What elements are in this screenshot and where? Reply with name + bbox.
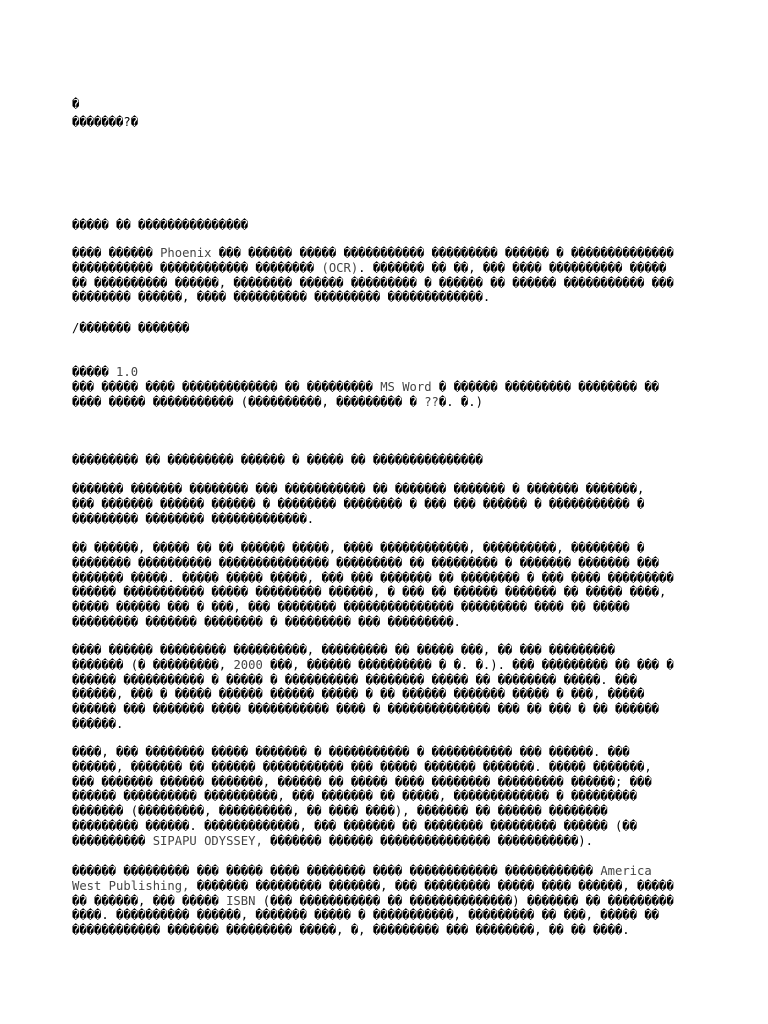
glyph-run: � ������ ��������� �������� ��	[431, 379, 660, 394]
text-line	[72, 775, 702, 790]
glyph-run: �������� ���������� ��������������� ��������� �� ��������� � ������� ������� ���	[72, 555, 659, 570]
latin-fragment: ISBN	[226, 893, 256, 908]
text-line	[72, 276, 702, 291]
text-line	[72, 717, 702, 732]
glyph-run: ������ ��������� ��� ����� ���� �������� ���� ������������ ������������	[72, 864, 601, 878]
latin-fragment: 2000	[233, 657, 263, 672]
slash-heading: /������� �������	[72, 321, 190, 335]
glyph-run: (��� ����������� �� ��������������) ������� �� ���������	[255, 893, 674, 908]
paragraph-2	[72, 541, 702, 630]
glyph-run: ������ ���������� ����������, ��� ������� �� �����, ������������� � ���������	[72, 789, 637, 804]
text-line	[72, 760, 702, 775]
glyph-run: ����, ��� �������� ����� ������� � ����������� � ����������� ��� ������. ���	[72, 745, 630, 759]
latin-fragment: (OCR)	[321, 260, 359, 275]
glyph-run: ������, ������� �� ������ ����������� ��� ����� ������� �������. ����� �������,	[72, 759, 652, 774]
glyph-run: ���� ������ ��������� ����������, ��������� �� ����� ���, �� ��� ���������	[72, 643, 615, 657]
glyph-run: ��������� �������� �������������.	[72, 511, 315, 526]
glyph-run: ��� ������ ����� ����������� ��������� ������ � ��������������	[211, 246, 674, 260]
text-line	[72, 804, 702, 819]
text-line	[72, 658, 702, 673]
glyph-run: �� ������, ��� �����	[72, 893, 227, 908]
latin-fragment: 1.0	[116, 365, 139, 379]
text-line	[72, 482, 702, 497]
glyph-run: ������.	[72, 716, 124, 731]
text-line	[72, 380, 702, 395]
text-line	[72, 745, 702, 760]
glyph-run: ���� ������	[72, 246, 161, 260]
text-line	[72, 894, 702, 909]
glyph-run: ��������� ������. �������������, ��� ������� �� �������� ��������� ������ (��	[72, 818, 637, 833]
text-line	[72, 365, 702, 380]
text-line	[72, 879, 702, 894]
glyph-run: ������, ��� � ����� ������ ������ ����� � �� ������ ������� ����� � ���, �����	[72, 687, 645, 702]
text-line	[72, 585, 702, 600]
text-line	[72, 615, 702, 630]
text-line	[72, 395, 702, 410]
subtitle-heading: ��������� �� ��������� ������ � ����� �� ���������������	[72, 453, 483, 467]
text-line	[72, 556, 702, 571]
glyph-run: ��������� ������� �������� � ��������� ��� ���������.	[72, 614, 461, 629]
glyph-run: ������ ����������� ����� ��������� ������, � ��� �� ������ ������� �� ����� ����,	[72, 585, 667, 600]
glyph-run: ������� ������ ��������������� �����������).	[262, 833, 593, 848]
text-line	[72, 673, 702, 688]
text-line	[72, 923, 702, 938]
text-line	[72, 908, 702, 923]
text-line	[72, 541, 702, 556]
paragraph-1	[72, 482, 702, 526]
text-line	[72, 834, 702, 849]
glyph-run: ������� ������� �������� ��� ����������� �� ������� ������� � ������� �������,	[72, 482, 645, 496]
glyph-run: ����� ������ ��� � ���, ��� �������� ��������������� ��������� ���� �� �����	[72, 600, 630, 615]
intro-paragraph	[72, 246, 702, 305]
text-line	[72, 497, 702, 512]
header-glyph: �	[72, 97, 80, 111]
glyph-run: ���� ����� ����������� (����������, ��������� �	[72, 394, 425, 409]
glyph-run: �� ������, ����� �� �� ������ �����, ���� ������������, ����������, �������� �	[72, 541, 645, 555]
glyph-run: �. �.)	[438, 394, 483, 409]
text-line	[72, 571, 702, 586]
latin-fragment: SIPAPU ODYSSEY,	[152, 833, 263, 848]
text-line	[72, 600, 702, 615]
glyph-run: ��� ������� ������ �������, ������ �� ����� ���� �������� ��������� ������; ���	[72, 774, 652, 789]
glyph-run: ������� �����. ����� ����� �����, ��� ��� ������� �� �������� � ��� ���� ���������	[72, 570, 674, 585]
glyph-run: ������ ��� ������� ���� ����������� ���� � �������������� ��� �� ��� � �� ������	[72, 702, 659, 717]
text-line	[72, 261, 702, 276]
paragraph-5	[72, 864, 702, 938]
glyph-run: ������� (� ���������,	[72, 657, 234, 672]
glyph-run: ������� ��������� �������, ��� ��������� ����� ���� ������, �����	[189, 878, 674, 893]
paragraph-4	[72, 745, 702, 849]
text-line	[72, 702, 702, 717]
glyph-run: ����������� ������������ ��������	[72, 260, 322, 275]
glyph-run: ����������	[72, 833, 153, 848]
latin-fragment: ??	[424, 394, 439, 409]
text-line	[72, 687, 702, 702]
text-line	[72, 643, 702, 658]
glyph-run: ������������ ������� ��������� �����, �, ��������� ��� ��������, �� �� ����.	[72, 923, 630, 938]
latin-fragment: MS Word	[380, 379, 432, 394]
glyph-run: ����. ���������� ������, ������� ����� � �����������, ��������� �� ���, ����� ��	[72, 908, 659, 923]
text-line	[72, 819, 702, 834]
header-line: �������?�	[72, 115, 139, 129]
paragraph-3	[72, 643, 702, 732]
version-paragraph	[72, 365, 702, 409]
glyph-run: ��� ������� ������ ������ � �������� �������� � ��� ��� ������ � ����������� �	[72, 496, 645, 511]
glyph-run: �����	[72, 365, 117, 379]
glyph-run: ������� (���������, ����������, �� ���� ����), ������� �� ������ ��������	[72, 804, 608, 819]
section-title: ����� �� ���������������	[72, 218, 249, 232]
latin-fragment: America	[600, 864, 652, 878]
glyph-run: ��� ����� ���� ������������� �� ���������	[72, 379, 381, 394]
glyph-run: . ������� �� ��, ��� ���� ���������� �����	[358, 260, 667, 275]
latin-fragment: West Publishing,	[72, 878, 190, 893]
glyph-run: �������� ������, ���� ���������� ��������� �������������.	[72, 290, 491, 305]
text-line	[72, 290, 702, 305]
text-line	[72, 864, 702, 879]
latin-fragment: Phoenix	[160, 246, 212, 260]
glyph-run: ������ ����������� � ����� � ���������� �������� ����� �� �������� �����. ���	[72, 672, 637, 687]
text-line	[72, 246, 702, 261]
text-line	[72, 789, 702, 804]
glyph-run: �� ���������� ������, �������� ������ ��������� � ������ �� ������ ����������� ���	[72, 275, 674, 290]
glyph-run: ���, ������ ���������� � �. �.). ��� ��������� �� ��� �	[262, 657, 674, 672]
text-line	[72, 512, 702, 527]
